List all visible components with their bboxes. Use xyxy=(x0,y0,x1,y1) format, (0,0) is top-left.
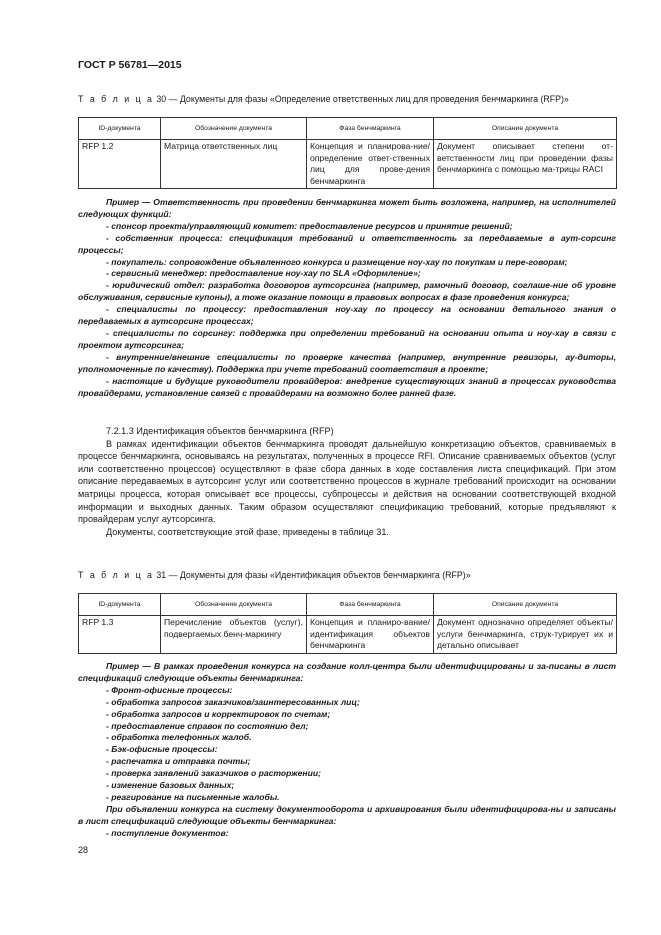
table31-cell-desc: Документ однозначно определяет объекты/услуги бенчмаркинга, струк-турирует их и детально описывает xyxy=(434,616,617,654)
example2-intro2: При объявлении конкурса на систему документооборота и архивирования были идентифицирова-ны и записаны в лист спецификаций следующие объекты бенчмаркинга: xyxy=(78,803,616,826)
example2-block xyxy=(78,661,616,840)
list-item: - специалисты по процессу: предоставления ноу-хау по процессу на основании детального знания о передаваемых в аутсорсинг процессах; xyxy=(78,304,616,327)
page-number: 28 xyxy=(78,845,89,855)
list-item: - проверка заявлений заказчиков о расторжении; xyxy=(106,768,321,779)
section-heading: 7.2.1.3 Идентификация объектов бенчмаркинга (RFP) xyxy=(106,426,334,436)
table30-col-phase: Фаза бенчмаркинга xyxy=(307,118,434,140)
list-item: - Бэк-офисные процессы: xyxy=(106,744,218,755)
list-item: - настоящие и будущие руководители провайдеров: внедрение существующих знаний в процессах руководства провайдерами, установление связей с провайдерами на возможно более ранней фазе. xyxy=(78,375,616,398)
list-item: - спонсор проекта/управляющий комитет: предоставление ресурсов и принятие решений; xyxy=(106,220,513,231)
list-item: - Фронт-офисные процессы: xyxy=(106,684,233,695)
table30-cell-name: Матрица ответственных лиц xyxy=(161,140,307,189)
example1-block xyxy=(78,197,616,399)
table31-header-row xyxy=(79,594,617,616)
table31-col-phase: Фаза бенчмаркинга xyxy=(307,594,434,616)
list-item: - внутренние/внешние специалисты по проверке качества (например, внутренние ревизоры, ау-диторы, уполномоченные по качеству). Поддержка при учете требований соответствия в проекте; xyxy=(78,351,616,374)
table30-caption-text: 30 — Документы для фазы «Определение ответственных лиц для проведения бенчмаркинга (RFP)» xyxy=(156,94,569,104)
table31-cell-phase: Концепция и планиро-вание/идентификация объектов бенчмаркинга xyxy=(307,616,434,654)
table30-caption xyxy=(78,94,569,104)
table31-cell-name: Перечисление объектов (услуг), подвергаемых бенч-маркингу xyxy=(161,616,307,654)
table31-col-name: Обозначение документа xyxy=(161,594,307,616)
table30-header-row xyxy=(79,118,617,140)
table-row xyxy=(79,140,617,189)
table30-caption-prefix: Т а б л и ц а xyxy=(78,94,154,104)
table31-col-id: ID-документа xyxy=(79,594,161,616)
table31-cell-id: RFP 1.3 xyxy=(79,616,161,654)
table31-col-desc: Описание документа xyxy=(434,594,617,616)
table30-col-id: ID-документа xyxy=(79,118,161,140)
list-item: - юридический отдел: разработка договоров аутсорсинга (например, рамочный договор, соглаше-ние об уровне обслуживания, сервисные купоны), а тоже оказание помощи в правовых вопросах в фазе проведения конкурса; xyxy=(78,280,616,303)
list-item: - обработка запросов и корректировок по счетам; xyxy=(106,708,331,719)
list-item: - реагирование на письменные жалобы. xyxy=(106,791,280,802)
table31-caption-text: 31 — Документы для фазы «Идентификация объектов бенчмаркинга (RFP)» xyxy=(156,570,471,580)
list-item: - изменение базовых данных; xyxy=(106,780,235,791)
page-header: ГОСТ Р 56781—2015 xyxy=(78,59,182,71)
list-item: - специалисты по сорсингу: поддержка при определении требований на основании опыта и ноу-хау в связи с проектом аутсорсинга; xyxy=(78,327,616,350)
example1-intro: Пример — Ответственность при проведении бенчмаркинга может быть возложена, например, на исполнителей следующих функций: xyxy=(78,197,616,219)
table31-caption-prefix: Т а б л и ц а xyxy=(78,570,154,580)
table30-cell-desc: Документ описывает степени от-ветственности лиц при проведении фазы бенчмаркинга с помощью ма-трицы RACI xyxy=(434,140,617,189)
list-item: - сервисный менеджер: предоставление ноу-хау по SLA «Оформление»; xyxy=(106,268,421,279)
section-paragraph: В рамках идентификации объектов бенчмаркинга проводят дальнейшую конкретизацию объектов, сравниваемых в процессе бенчмаркинга, основываясь на результатах, полученных в процессе RFI. Описание сравниваемых объектов (услуг или соответственно процессов) осуществляют в фазе сбора данных в ходе составления листа спецификаций. При этом описание передаваемых в аутсорсинг услуг или соответственно процессов в журнале требований происходит на основании матрицы процесса, которая описывает все процессы, субпроцессы и действия на основании соответствующей входной информации и выходных данных. Таким образом осуществляют спецификацию требований, которые предъявляют к провайдерам услуг аутсорсинга. xyxy=(78,438,616,525)
table30-col-name: Обозначение документа xyxy=(161,118,307,140)
table30-cell-phase: Концепция и планирова-ние/определение ответ-ственных лиц для прове-дения бенчмаркинга xyxy=(307,140,434,189)
list-item: - собственник процесса: спецификация требований и ответственность за передаваемые в аут-сорсинг процессы; xyxy=(78,232,616,255)
table31 xyxy=(78,593,617,654)
table-row xyxy=(79,616,617,654)
list-item: - обработка телефонных жалоб. xyxy=(106,732,252,743)
list-item: - поступление документов: xyxy=(106,827,229,838)
section-block xyxy=(78,425,616,538)
table30 xyxy=(78,117,617,189)
list-item: - распечатка и отправка почты; xyxy=(106,756,251,767)
table31-caption xyxy=(78,570,471,580)
section-table-ref: Документы, соответствующие этой фазе, приведены в таблице 31. xyxy=(106,526,389,537)
list-item: - покупатель: сопровождение объявленного конкурса и размещение ноу-хау по покупкам и пере-говорам; xyxy=(106,256,568,267)
example2-intro: Пример — В рамках проведения конкурса на создание колл-центра были идентифицированы и за-писаны в лист спецификаций следующие объекты бенчмаркинга: xyxy=(78,661,616,683)
list-item: - обработка запросов заказчиков/заинтересованных лиц; xyxy=(106,696,360,707)
table30-cell-id: RFP 1.2 xyxy=(79,140,161,189)
list-item: - предоставление справок по состоянию дел; xyxy=(106,720,309,731)
table30-col-desc: Описание документа xyxy=(434,118,617,140)
